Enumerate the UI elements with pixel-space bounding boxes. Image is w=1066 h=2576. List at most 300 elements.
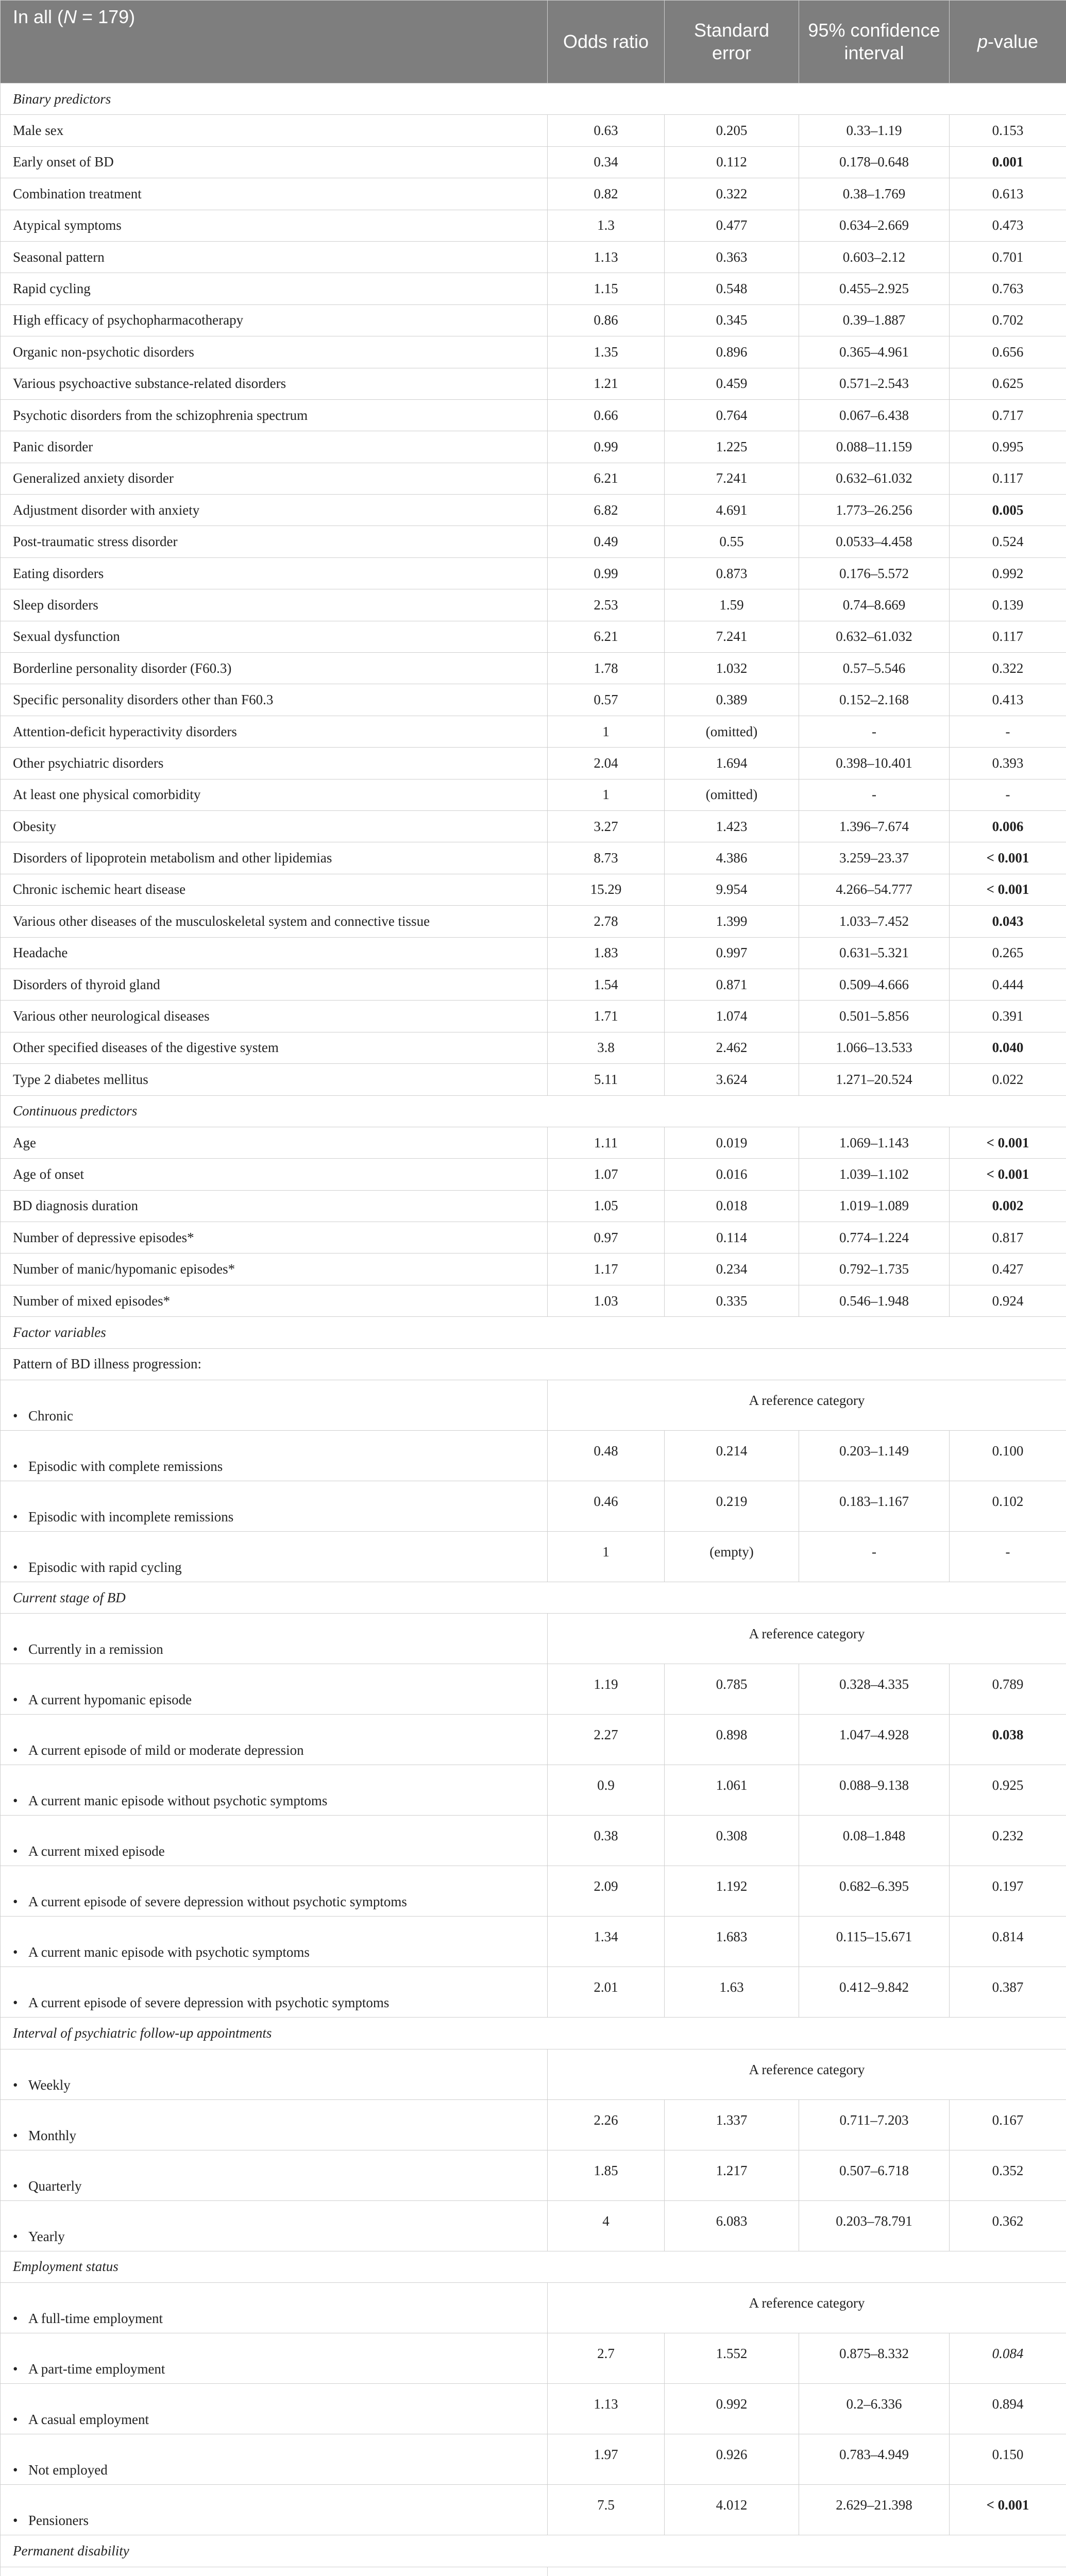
p-value-cell: 0.167 (950, 2099, 1066, 2150)
odds-ratio-cell: 1.17 (548, 1253, 665, 1285)
table-row (1, 1431, 1066, 1481)
p-value-cell: 0.117 (950, 463, 1066, 494)
reference-category-cell: A reference category (548, 1380, 1066, 1431)
row-label: Other psychiatric disorders (1, 748, 548, 779)
row-label (1, 1614, 548, 1664)
p-value-cell: 0.473 (950, 210, 1066, 241)
standard-error-cell: 1.423 (665, 810, 799, 842)
confidence-interval-cell: 0.183–1.167 (799, 1481, 950, 1532)
row-label (1, 2283, 548, 2333)
table-row (1, 1967, 1066, 2018)
p-value-cell: 0.894 (950, 2384, 1066, 2434)
confidence-interval-cell: 0.507–6.718 (799, 2150, 950, 2200)
factor-group-header (1, 2018, 1066, 2049)
row-label: Post-traumatic stress disorder (1, 526, 548, 557)
header-sample-size: In all (N = 179) (1, 1, 548, 83)
confidence-interval-cell: 4.266–54.777 (799, 874, 950, 905)
odds-ratio-cell: 0.99 (548, 431, 665, 463)
odds-ratio-cell: 1.21 (548, 368, 665, 399)
standard-error-cell: (omitted) (665, 716, 799, 747)
confidence-interval-cell: 0.792–1.735 (799, 1253, 950, 1285)
p-value-cell: 0.040 (950, 1032, 1066, 1063)
confidence-interval-cell: 0.455–2.925 (799, 273, 950, 304)
row-label: Combination treatment (1, 178, 548, 210)
odds-ratio-cell: 1.35 (548, 336, 665, 368)
standard-error-cell: 0.335 (665, 1285, 799, 1316)
p-value-cell: 0.613 (950, 178, 1066, 210)
table-row (1, 1866, 1066, 1917)
confidence-interval-cell: 1.271–20.524 (799, 1064, 950, 1095)
row-label: Specific personality disorders other than F60.3 (1, 684, 548, 716)
row-label-text: A current episode of severe depression without psychotic symptoms (28, 1894, 407, 1910)
standard-error-cell: 0.214 (665, 1431, 799, 1481)
p-value-cell: 0.717 (950, 399, 1066, 431)
table-row (1, 1222, 1066, 1253)
standard-error-cell: 0.205 (665, 115, 799, 146)
bullet-icon: • (13, 1843, 18, 1859)
odds-ratio-cell: 15.29 (548, 874, 665, 905)
odds-ratio-cell: 2.78 (548, 906, 665, 937)
row-label-text: Quarterly (28, 2178, 82, 2194)
p-value-cell: 0.117 (950, 621, 1066, 652)
p-value-cell: 0.925 (950, 1765, 1066, 1816)
odds-ratio-cell: 0.57 (548, 684, 665, 716)
standard-error-cell: 0.114 (665, 1222, 799, 1253)
table-row (1, 210, 1066, 241)
standard-error-cell: 0.389 (665, 684, 799, 716)
table-row (1, 368, 1066, 399)
row-label-text: Not employed (28, 2462, 108, 2478)
row-label-text: A part-time employment (28, 2361, 165, 2377)
p-value-cell: 0.150 (950, 2434, 1066, 2485)
p-value-cell: 0.265 (950, 937, 1066, 969)
row-label (1, 2099, 548, 2150)
p-value-cell: 0.139 (950, 589, 1066, 621)
row-label (1, 2567, 548, 2576)
row-label: Number of mixed episodes* (1, 1285, 548, 1316)
row-label: Panic disorder (1, 431, 548, 463)
p-value-cell: 0.625 (950, 368, 1066, 399)
confidence-interval-cell: 0.875–8.332 (799, 2333, 950, 2384)
standard-error-cell: 0.219 (665, 1481, 799, 1532)
odds-ratio-cell: 3.8 (548, 1032, 665, 1063)
bullet-icon: • (13, 2228, 18, 2244)
confidence-interval-cell: 0.176–5.572 (799, 557, 950, 589)
table-row (1, 589, 1066, 621)
odds-ratio-cell: 0.34 (548, 146, 665, 178)
odds-ratio-cell: 1.97 (548, 2434, 665, 2485)
header-standard-error: Standard error (665, 1, 799, 83)
row-label-text: A full-time employment (28, 2311, 163, 2327)
row-label: Disorders of thyroid gland (1, 969, 548, 1000)
odds-ratio-cell: 0.99 (548, 557, 665, 589)
confidence-interval-cell: 0.2–6.336 (799, 2384, 950, 2434)
odds-ratio-cell: 1.05 (548, 1190, 665, 1222)
odds-ratio-cell: 6.21 (548, 463, 665, 494)
p-value-cell: 0.789 (950, 1664, 1066, 1715)
confidence-interval-cell: 0.501–5.856 (799, 1001, 950, 1032)
table-row (1, 146, 1066, 178)
table-row (1, 906, 1066, 937)
confidence-interval-cell: 0.115–15.671 (799, 1917, 950, 1967)
row-label: At least one physical comorbidity (1, 779, 548, 810)
row-label-text: A current episode of severe depression with psychotic symptoms (28, 1995, 390, 2011)
table-row (1, 653, 1066, 684)
row-label-text: Episodic with rapid cycling (28, 1560, 182, 1575)
odds-ratio-cell: 6.82 (548, 495, 665, 526)
row-label: Attention-deficit hyperactivity disorders (1, 716, 548, 747)
standard-error-cell: 4.386 (665, 842, 799, 874)
odds-ratio-cell: 8.73 (548, 842, 665, 874)
p-value-cell: 0.232 (950, 1816, 1066, 1866)
table-row (1, 2384, 1066, 2434)
table-row (1, 431, 1066, 463)
row-label: Atypical symptoms (1, 210, 548, 241)
confidence-interval-cell: 0.38–1.769 (799, 178, 950, 210)
reference-category-cell (548, 2567, 1066, 2576)
confidence-interval-cell: 0.203–1.149 (799, 1431, 950, 1481)
p-value-cell: < 0.001 (950, 1127, 1066, 1158)
p-value-cell: 0.022 (950, 1064, 1066, 1095)
row-label-text: A current mixed episode (28, 1843, 165, 1859)
p-value-cell: 0.153 (950, 115, 1066, 146)
p-value-cell: 0.197 (950, 1866, 1066, 1917)
confidence-interval-cell: 0.783–4.949 (799, 2434, 950, 2485)
confidence-interval-cell: - (799, 716, 950, 747)
confidence-interval-cell: 0.682–6.395 (799, 1866, 950, 1917)
standard-error-cell: 1.399 (665, 906, 799, 937)
bullet-icon: • (13, 1641, 18, 1657)
odds-ratio-cell: 7.5 (548, 2485, 665, 2535)
table-row (1, 2485, 1066, 2535)
table-row (1, 1816, 1066, 1866)
p-value-cell: 0.043 (950, 906, 1066, 937)
p-value-cell: < 0.001 (950, 874, 1066, 905)
factor-group-header (1, 1582, 1066, 1614)
odds-ratio-cell: 1.85 (548, 2150, 665, 2200)
odds-ratio-cell: 6.21 (548, 621, 665, 652)
row-label: Obesity (1, 810, 548, 842)
row-label (1, 1532, 548, 1582)
row-label-text: Currently in a remission (28, 1641, 163, 1657)
odds-ratio-cell: 2.27 (548, 1715, 665, 1765)
bullet-icon: • (13, 1894, 18, 1910)
section-title: Factor variables (1, 1317, 1066, 1348)
row-label: Number of manic/hypomanic episodes* (1, 1253, 548, 1285)
confidence-interval-cell: - (799, 1532, 950, 1582)
p-value-cell: 0.992 (950, 557, 1066, 589)
standard-error-cell: 0.477 (665, 210, 799, 241)
confidence-interval-cell: 0.711–7.203 (799, 2099, 950, 2150)
row-label: Other specified diseases of the digestive system (1, 1032, 548, 1063)
p-value-cell: 0.924 (950, 1285, 1066, 1316)
header-confidence-interval: 95% confidence interval (799, 1, 950, 83)
row-label (1, 2485, 548, 2535)
standard-error-cell: 6.083 (665, 2200, 799, 2251)
standard-error-cell: 0.871 (665, 969, 799, 1000)
odds-ratio-cell: 2.01 (548, 1967, 665, 2018)
row-label: BD diagnosis duration (1, 1190, 548, 1222)
standard-error-cell: 9.954 (665, 874, 799, 905)
odds-ratio-cell: 0.9 (548, 1765, 665, 1816)
confidence-interval-cell: 0.774–1.224 (799, 1222, 950, 1253)
row-label (1, 1917, 548, 1967)
row-label: Borderline personality disorder (F60.3) (1, 653, 548, 684)
bullet-icon: • (13, 1692, 18, 1708)
confidence-interval-cell: 0.365–4.961 (799, 336, 950, 368)
row-label (1, 2150, 548, 2200)
standard-error-cell: 0.997 (665, 937, 799, 969)
row-label (1, 1866, 548, 1917)
confidence-interval-cell: 0.067–6.438 (799, 399, 950, 431)
p-value-cell: < 0.001 (950, 842, 1066, 874)
bullet-icon: • (13, 1944, 18, 1960)
odds-ratio-cell: 1.11 (548, 1127, 665, 1158)
bullet-icon: • (13, 1995, 18, 2011)
confidence-interval-cell: 0.57–5.546 (799, 653, 950, 684)
standard-error-cell: 0.112 (665, 146, 799, 178)
standard-error-cell: 1.552 (665, 2333, 799, 2384)
confidence-interval-cell: 0.571–2.543 (799, 368, 950, 399)
standard-error-cell: 1.59 (665, 589, 799, 621)
table-row (1, 874, 1066, 905)
p-value-cell: 0.362 (950, 2200, 1066, 2251)
table-row (1, 557, 1066, 589)
row-label: Various other neurological diseases (1, 1001, 548, 1032)
row-label: Various other diseases of the musculoskeletal system and connective tissue (1, 906, 548, 937)
row-label: Seasonal pattern (1, 241, 548, 273)
confidence-interval-cell: 1.773–26.256 (799, 495, 950, 526)
table-row (1, 2200, 1066, 2251)
odds-ratio-cell: 2.04 (548, 748, 665, 779)
standard-error-cell: 0.308 (665, 1816, 799, 1866)
factor-group-header (1, 2535, 1066, 2567)
standard-error-cell: 0.322 (665, 178, 799, 210)
standard-error-cell: 0.345 (665, 304, 799, 336)
table-row (1, 1664, 1066, 1715)
row-label-text: A current hypomanic episode (28, 1692, 192, 1708)
confidence-interval-cell: 1.047–4.928 (799, 1715, 950, 1765)
reference-category-cell: A reference category (548, 1614, 1066, 1664)
p-value-cell: < 0.001 (950, 1159, 1066, 1190)
p-value-cell: 0.444 (950, 969, 1066, 1000)
reference-category-cell: A reference category (548, 2283, 1066, 2333)
table-row (1, 399, 1066, 431)
table-row (1, 2434, 1066, 2485)
standard-error-cell: 3.624 (665, 1064, 799, 1095)
standard-error-cell: 1.694 (665, 748, 799, 779)
p-value-cell: - (950, 716, 1066, 747)
standard-error-cell: 0.785 (665, 1664, 799, 1715)
reference-row (1, 2049, 1066, 2099)
standard-error-cell: 1.683 (665, 1917, 799, 1967)
confidence-interval-cell: 2.629–21.398 (799, 2485, 950, 2535)
odds-ratio-cell: 1.54 (548, 969, 665, 1000)
reference-row (1, 2283, 1066, 2333)
reference-category-cell: A reference category (548, 2049, 1066, 2099)
odds-ratio-cell: 1.83 (548, 937, 665, 969)
standard-error-cell: 1.032 (665, 653, 799, 684)
row-label: Chronic ischemic heart disease (1, 874, 548, 905)
table-row (1, 2150, 1066, 2200)
confidence-interval-cell: 0.088–11.159 (799, 431, 950, 463)
row-label: Various psychoactive substance-related disorders (1, 368, 548, 399)
table-row (1, 495, 1066, 526)
row-label-text: Weekly (28, 2077, 71, 2093)
bullet-icon: • (13, 1793, 18, 1809)
row-label (1, 1715, 548, 1765)
p-value-cell: 0.763 (950, 273, 1066, 304)
row-label: Psychotic disorders from the schizophrenia spectrum (1, 399, 548, 431)
standard-error-cell: 0.873 (665, 557, 799, 589)
standard-error-cell: 4.012 (665, 2485, 799, 2535)
p-value-cell: - (950, 1532, 1066, 1582)
row-label: Generalized anxiety disorder (1, 463, 548, 494)
confidence-interval-cell: 0.203–78.791 (799, 2200, 950, 2251)
section-title: Current stage of BD (1, 1582, 1066, 1614)
odds-ratio-cell: 3.27 (548, 810, 665, 842)
standard-error-cell: 4.691 (665, 495, 799, 526)
bullet-icon: • (13, 2178, 18, 2194)
p-value-cell: 0.702 (950, 304, 1066, 336)
table-row (1, 526, 1066, 557)
p-value-cell: 0.102 (950, 1481, 1066, 1532)
row-label (1, 1380, 548, 1431)
table-row (1, 1190, 1066, 1222)
reference-row (1, 1380, 1066, 1431)
odds-ratio-cell: 0.46 (548, 1481, 665, 1532)
section-title: Employment status (1, 2251, 1066, 2282)
table-row (1, 716, 1066, 747)
table-row (1, 969, 1066, 1000)
row-label (1, 2434, 548, 2485)
odds-ratio-cell: 1.78 (548, 653, 665, 684)
confidence-interval-cell: 0.546–1.948 (799, 1285, 950, 1316)
bullet-icon: • (13, 2412, 18, 2428)
p-value-cell: 0.352 (950, 2150, 1066, 2200)
bullet-icon: • (13, 1742, 18, 1758)
table-row (1, 1127, 1066, 1158)
confidence-interval-cell: 0.632–61.032 (799, 621, 950, 652)
row-label: High efficacy of psychopharmacotherapy (1, 304, 548, 336)
standard-error-cell: 0.459 (665, 368, 799, 399)
odds-ratio-cell: 0.48 (548, 1431, 665, 1481)
bullet-icon: • (13, 2077, 18, 2093)
table-row (1, 2099, 1066, 2150)
odds-ratio-cell: 1.15 (548, 273, 665, 304)
confidence-interval-cell: 0.412–9.842 (799, 1967, 950, 2018)
confidence-interval-cell: 0.088–9.138 (799, 1765, 950, 1816)
bullet-icon: • (13, 2127, 18, 2143)
standard-error-cell: 0.016 (665, 1159, 799, 1190)
p-value-cell: 0.001 (950, 146, 1066, 178)
table-row (1, 1285, 1066, 1316)
p-value-cell: 0.006 (950, 810, 1066, 842)
p-value-cell: 0.393 (950, 748, 1066, 779)
standard-error-cell: 0.55 (665, 526, 799, 557)
odds-ratio-cell: 1.13 (548, 2384, 665, 2434)
p-value-cell: - (950, 779, 1066, 810)
table-row (1, 304, 1066, 336)
row-label-text: A current manic episode with psychotic symptoms (28, 1944, 310, 1960)
odds-ratio-cell: 5.11 (548, 1064, 665, 1095)
standard-error-cell: 1.225 (665, 431, 799, 463)
standard-error-cell: 0.018 (665, 1190, 799, 1222)
section-title: Continuous predictors (1, 1095, 1066, 1127)
p-value-cell: 0.002 (950, 1190, 1066, 1222)
row-label-text: Episodic with incomplete remissions (28, 1509, 234, 1525)
row-label (1, 1967, 548, 2018)
p-value-cell: 0.413 (950, 684, 1066, 716)
row-label (1, 1765, 548, 1816)
confidence-interval-cell: 1.033–7.452 (799, 906, 950, 937)
standard-error-cell: 1.337 (665, 2099, 799, 2150)
confidence-interval-cell: 0.328–4.335 (799, 1664, 950, 1715)
row-label-text: Monthly (28, 2127, 77, 2143)
confidence-interval-cell: 1.069–1.143 (799, 1127, 950, 1158)
standard-error-cell: 7.241 (665, 463, 799, 494)
row-label-text: A current manic episode without psychotic symptoms (28, 1793, 328, 1809)
table-row (1, 1159, 1066, 1190)
standard-error-cell: 1.074 (665, 1001, 799, 1032)
row-label: Sleep disorders (1, 589, 548, 621)
row-label: Early onset of BD (1, 146, 548, 178)
standard-error-cell: 1.192 (665, 1866, 799, 1917)
confidence-interval-cell: 0.33–1.19 (799, 115, 950, 146)
standard-error-cell: 7.241 (665, 621, 799, 652)
section-header (1, 1317, 1066, 1348)
standard-error-cell: (empty) (665, 1532, 799, 1582)
row-label: Adjustment disorder with anxiety (1, 495, 548, 526)
p-value-cell: < 0.001 (950, 2485, 1066, 2535)
odds-ratio-cell: 1 (548, 779, 665, 810)
confidence-interval-cell: 0.603–2.12 (799, 241, 950, 273)
confidence-interval-cell: 0.398–10.401 (799, 748, 950, 779)
confidence-interval-cell: 0.178–0.648 (799, 146, 950, 178)
row-label: Male sex (1, 115, 548, 146)
confidence-interval-cell: 0.39–1.887 (799, 304, 950, 336)
header-odds-ratio: Odds ratio (548, 1, 665, 83)
standard-error-cell: 1.217 (665, 2150, 799, 2200)
table-body (1, 83, 1066, 2576)
row-label (1, 1664, 548, 1715)
odds-ratio-cell: 1.3 (548, 210, 665, 241)
standard-error-cell: 0.363 (665, 241, 799, 273)
p-value-cell: 0.100 (950, 1431, 1066, 1481)
table-row (1, 842, 1066, 874)
header-p-value: p-value (950, 1, 1066, 83)
odds-ratio-cell: 0.63 (548, 115, 665, 146)
standard-error-cell: 1.63 (665, 1967, 799, 2018)
section-header (1, 83, 1066, 115)
confidence-interval-cell: 1.066–13.533 (799, 1032, 950, 1063)
confidence-interval-cell: 0.631–5.321 (799, 937, 950, 969)
table-header (1, 1, 1066, 83)
bullet-icon: • (13, 1560, 18, 1575)
row-label: Age of onset (1, 1159, 548, 1190)
row-label: Organic non-psychotic disorders (1, 336, 548, 368)
standard-error-cell: 0.234 (665, 1253, 799, 1285)
standard-error-cell: 1.061 (665, 1765, 799, 1816)
standard-error-cell: 0.898 (665, 1715, 799, 1765)
odds-ratio-cell: 0.66 (548, 399, 665, 431)
odds-ratio-cell: 0.82 (548, 178, 665, 210)
table-row (1, 621, 1066, 652)
p-value-cell: 0.322 (950, 653, 1066, 684)
standard-error-cell: 2.462 (665, 1032, 799, 1063)
table-row (1, 779, 1066, 810)
row-label: Headache (1, 937, 548, 969)
